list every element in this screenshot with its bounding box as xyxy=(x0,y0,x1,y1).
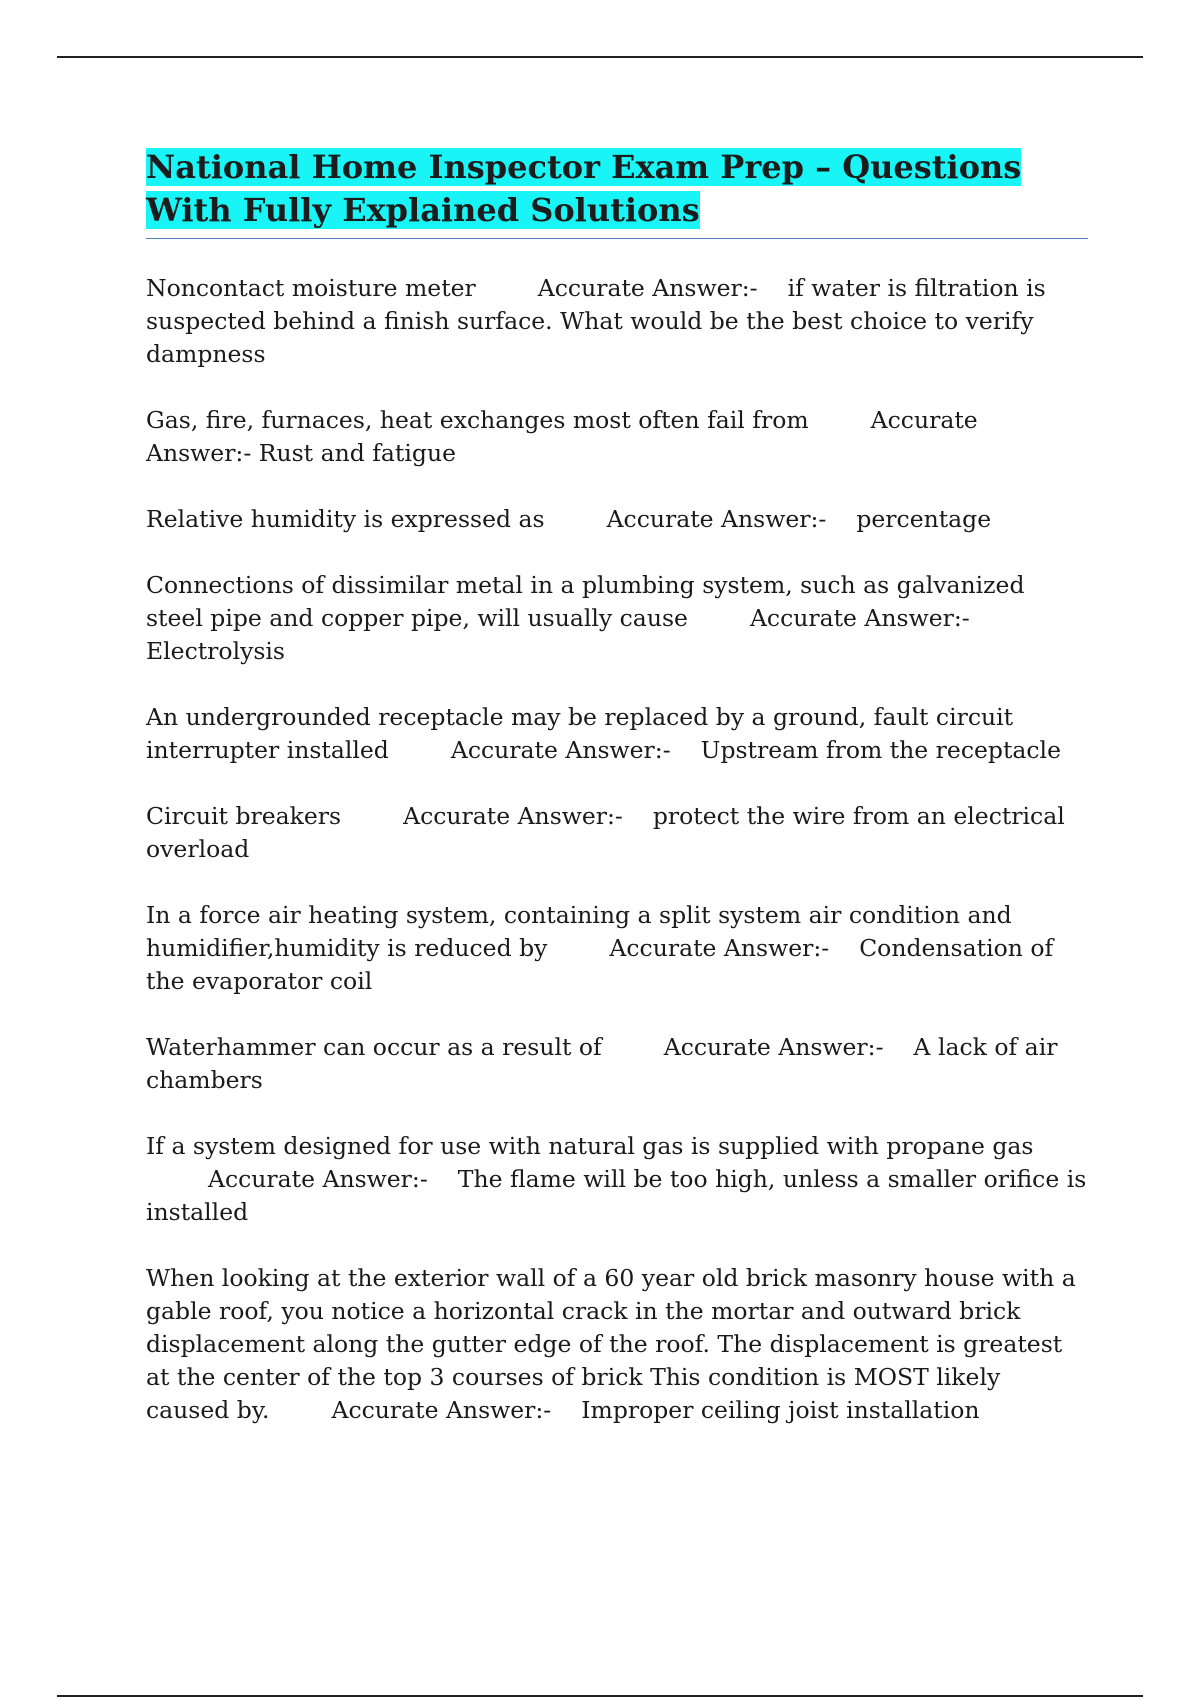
answer-text: protect the wire from an electrical overload xyxy=(146,802,1065,863)
answer-label: Accurate Answer:- xyxy=(609,934,830,962)
qa-item xyxy=(146,503,1088,536)
qa-list xyxy=(146,272,1088,1427)
qa-item xyxy=(146,800,1088,866)
question-text: Circuit breakers xyxy=(146,802,342,830)
answer-label: Accurate Answer:- xyxy=(208,1165,428,1193)
answer-text: The flame will be too high, unless a smaller orifice is installed xyxy=(146,1165,1087,1226)
question-text: Connections of dissimilar metal in a plumbing system, such as galvanized steel pipe and copper pipe, will usually cause xyxy=(146,571,1025,632)
title-highlight: National Home Inspector Exam Prep – Questions With Fully Explained Solutions xyxy=(146,148,1022,229)
answer-text: percentage xyxy=(856,505,992,533)
question-text: An undergrounded receptacle may be replaced by a ground, fault circuit interrupter installed xyxy=(146,703,1014,764)
footer-rule xyxy=(57,1695,1143,1697)
answer-label: Accurate Answer:- xyxy=(331,1396,552,1424)
question-text: Relative humidity is expressed as xyxy=(146,505,545,533)
answer-label: Accurate Answer:- xyxy=(606,505,827,533)
header-rule xyxy=(57,56,1143,58)
answer-label: Accurate Answer:- xyxy=(146,406,978,467)
document-body xyxy=(146,146,1088,1460)
qa-item xyxy=(146,701,1088,767)
answer-text: if water is filtration is suspected behind a finish surface. What would be the best choice to verify dampness xyxy=(146,274,1046,368)
answer-text: Condensation of the evaporator coil xyxy=(146,934,1054,995)
question-text: When looking at the exterior wall of a 60 year old brick masonry house with a gable roof, you notice a horizontal crack in the mortar and outward brick displacement along the gutter edge of the roof. The displacement is greatest at the center of the top 3 courses of brick This condition is MOST likely caused by. xyxy=(146,1264,1076,1424)
qa-item xyxy=(146,1031,1088,1097)
question-text: If a system designed for use with natural gas is supplied with propane gas xyxy=(146,1132,1034,1160)
qa-item xyxy=(146,1130,1088,1229)
qa-item xyxy=(146,1262,1088,1427)
answer-label: Accurate Answer:- xyxy=(663,1033,884,1061)
answer-text: Upstream from the receptacle xyxy=(700,736,1061,764)
qa-item xyxy=(146,272,1088,371)
answer-text: Electrolysis xyxy=(146,637,285,665)
answer-label: Accurate Answer:- xyxy=(403,802,623,830)
answer-text: Rust and fatigue xyxy=(258,439,456,467)
qa-item xyxy=(146,569,1088,668)
answer-text: A lack of air chambers xyxy=(146,1033,1058,1094)
answer-label: Accurate Answer:- xyxy=(749,604,970,632)
answer-label: Accurate Answer:- xyxy=(450,736,671,764)
question-text: Waterhammer can occur as a result of xyxy=(146,1033,602,1061)
answer-text: Improper ceiling joist installation xyxy=(581,1396,980,1424)
question-text: Noncontact moisture meter xyxy=(146,274,476,302)
question-text: Gas, fire, furnaces, heat exchanges most often fail from xyxy=(146,406,809,434)
qa-item xyxy=(146,404,1088,470)
question-text: In a force air heating system, containing a split system air condition and humidifier,humidity is reduced by xyxy=(146,901,1012,962)
qa-item xyxy=(146,899,1088,998)
document-title xyxy=(146,146,1088,232)
answer-label: Accurate Answer:- xyxy=(537,274,758,302)
title-underline xyxy=(146,238,1088,239)
